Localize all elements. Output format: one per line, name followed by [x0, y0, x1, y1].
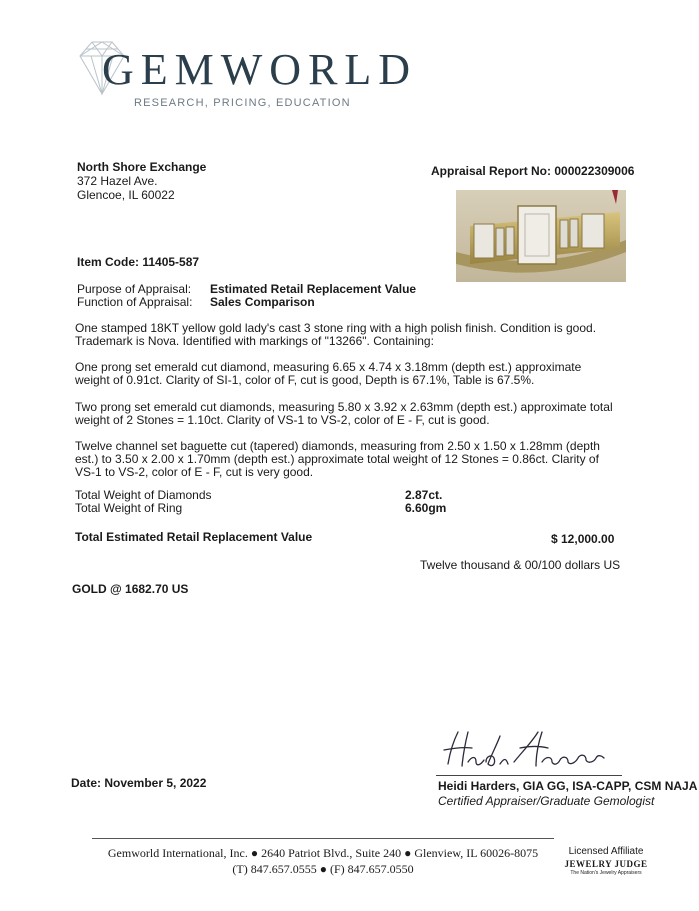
affiliate-brand: JEWELRY JUDGE	[564, 859, 648, 869]
report-number: Appraisal Report No: 000022309006	[431, 164, 635, 178]
total-value-words: Twelve thousand & 00/100 dollars US	[420, 558, 621, 572]
diamond-weight-label: Total Weight of Diamonds	[75, 488, 212, 502]
function-label: Function of Appraisal:	[77, 295, 193, 309]
item-description: One stamped 18KT yellow gold lady's cast 3 stone ring with a high polish finish. Condition is good. Trademark is Nova. Identified with markings of "13266". Containing:	[75, 321, 597, 348]
baguettes-description: Twelve channel set baguette cut (tapered) diamonds, measuring from 2.50 x 1.50 x 1.28mm (depth est.) to 3.50 x 2.00 x 1.70mm (depth est.) approximate total weight of 12 Stones = 0.86ct. Clarity of VS-1 to VS-2, color of E - F, cut is very good.	[75, 439, 600, 479]
client-name: North Shore Exchange	[77, 160, 207, 174]
brand-tagline: RESEARCH, PRICING, EDUCATION	[134, 97, 351, 109]
function-value: Sales Comparison	[210, 295, 315, 309]
item-code: Item Code: 11405-587	[77, 255, 200, 269]
client-street: 372 Hazel Ave.	[77, 174, 158, 188]
purpose-label: Purpose of Appraisal:	[77, 282, 192, 296]
appraiser-title: Certified Appraiser/Graduate Gemologist	[438, 794, 655, 808]
ring-photo	[456, 190, 626, 282]
appraiser-name: Heidi Harders, GIA GG, ISA-CAPP, CSM NAJA	[438, 779, 698, 793]
footer-address: Gemworld International, Inc. ● 2640 Patriot Blvd., Suite 240 ● Glenview, IL 60026-8075	[107, 846, 539, 860]
affiliate-badge	[560, 846, 652, 876]
total-value-label: Total Estimated Retail Replacement Value	[75, 530, 313, 544]
total-value-amount: $ 12,000.00	[551, 532, 615, 546]
affiliate-tagline: The Nation's Jewelry Appraisers	[570, 870, 642, 876]
brand-name: GEMWORLD	[102, 45, 418, 94]
weight-totals	[75, 489, 455, 515]
signature-line	[436, 775, 622, 776]
footer-divider	[92, 838, 554, 839]
client-city: Glencoe, IL 60022	[77, 188, 175, 202]
diamond-weight-value: 2.87ct.	[405, 488, 443, 502]
appraisal-date: Date: November 5, 2022	[71, 776, 207, 790]
appraisal-purpose	[77, 283, 416, 309]
affiliate-label: Licensed Affiliate	[568, 846, 644, 857]
ring-weight-value: 6.60gm	[405, 501, 447, 515]
footer-phone: (T) 847.657.0555 ● (F) 847.657.0550	[232, 862, 414, 876]
purpose-value: Estimated Retail Replacement Value	[210, 282, 417, 296]
appraiser-block	[438, 779, 697, 809]
client-address	[77, 160, 206, 202]
handwritten-signature	[438, 722, 613, 777]
gold-price: GOLD @ 1682.70 US	[72, 582, 189, 596]
footer-contact	[92, 845, 554, 877]
ring-weight-label: Total Weight of Ring	[75, 501, 183, 515]
side-stones-description: Two prong set emerald cut diamonds, measuring 5.80 x 3.92 x 2.63mm (depth est.) approximate total weight of 2 Stones = 1.10ct. Clarity of VS-1 to VS-2, color of E - F, cut is good.	[75, 400, 613, 427]
center-stone-description: One prong set emerald cut diamond, measuring 6.65 x 4.74 x 3.18mm (depth est.) approximate weight of 0.91ct. Clarity of SI-1, color of F, cut is good, Depth is 67.1%, Table is 67.5%.	[75, 360, 582, 387]
